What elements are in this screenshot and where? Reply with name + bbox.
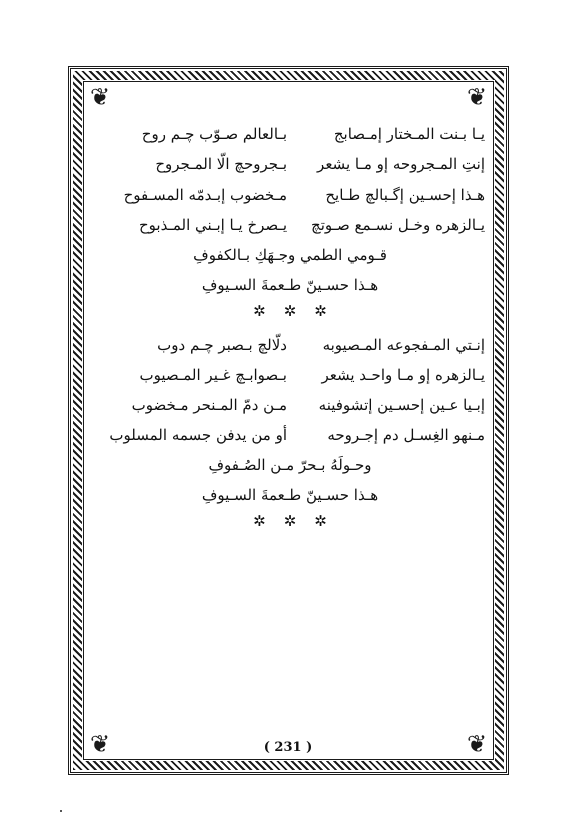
verse-line (95, 393, 485, 417)
verse-first-hemistich: إنـتي المـفجوعه المـصيوبه (322, 336, 485, 354)
verse-second-hemistich: مـخضوب إبـدمّه المسـفوح (123, 186, 287, 204)
section-divider-stars: ✲✲✲ (253, 302, 345, 320)
verse-second-hemistich: دلّالچ بـصبر چـم دوب (157, 336, 287, 354)
verse-first-hemistich: إنتِ المـجروحه إو مـا يشعر (317, 155, 485, 173)
verse-first-hemistich: مـنهو الغِسـل دم إجـروحه (327, 426, 485, 444)
page-number: ( 231 ) (263, 740, 313, 755)
verse-line (95, 333, 485, 357)
verse-line (95, 363, 485, 387)
verse-second-hemistich: مـن دمّ المـنحر مـخضوب (131, 396, 287, 414)
floral-corner-icon: ❦ (466, 730, 488, 758)
floral-corner-icon: ❦ (89, 730, 111, 758)
verse-line (95, 122, 485, 146)
verse-second-hemistich: بـصوابـچ غـير المـصيوب (139, 366, 287, 384)
verse-line (95, 213, 485, 237)
verse-first-hemistich: يـالزهره إو مـا واحـد يشعر (321, 366, 485, 384)
verse-second-hemistich: أو من يدفن جسمه المسلوب (109, 426, 287, 444)
verse-first-hemistich: إبـيا عـين إحسـين إتشوفينه (318, 396, 485, 414)
floral-corner-icon: ❦ (89, 83, 111, 111)
verse-second-hemistich: يـصرخ يـا إبـني المـذبوح (138, 216, 287, 234)
verse-second-hemistich: بـجروحچ الّا المـجروح (155, 155, 287, 173)
verse-line (95, 183, 485, 207)
refrain-line: هـذا حسـينّ طـعمةَ السـيوفِ (201, 486, 379, 504)
verse-first-hemistich: يـالزهره وخـل نسـمع صـوتچ (311, 216, 485, 234)
refrain-line: وحـولَهُ بـحرّ مـن الصُـفوفِ (208, 456, 372, 474)
refrain-line: قـومي الطمي وجـهَكِ بـالكفوفِ (193, 246, 387, 264)
verse-first-hemistich: يـا بـنت المـختار إمـصابج (333, 125, 485, 143)
scan-speck (60, 810, 62, 812)
verse-line (95, 152, 485, 176)
verse-line (95, 423, 485, 447)
refrain-line: هـذا حسـينّ طـعمةَ السـيوفِ (201, 276, 379, 294)
verse-second-hemistich: بـالعالم صـوّب چـم روح (141, 125, 287, 143)
section-divider-stars: ✲✲✲ (253, 512, 345, 530)
verse-first-hemistich: هـذا إحسـين إگـبالچ طـايح (325, 186, 485, 204)
floral-corner-icon: ❦ (466, 83, 488, 111)
